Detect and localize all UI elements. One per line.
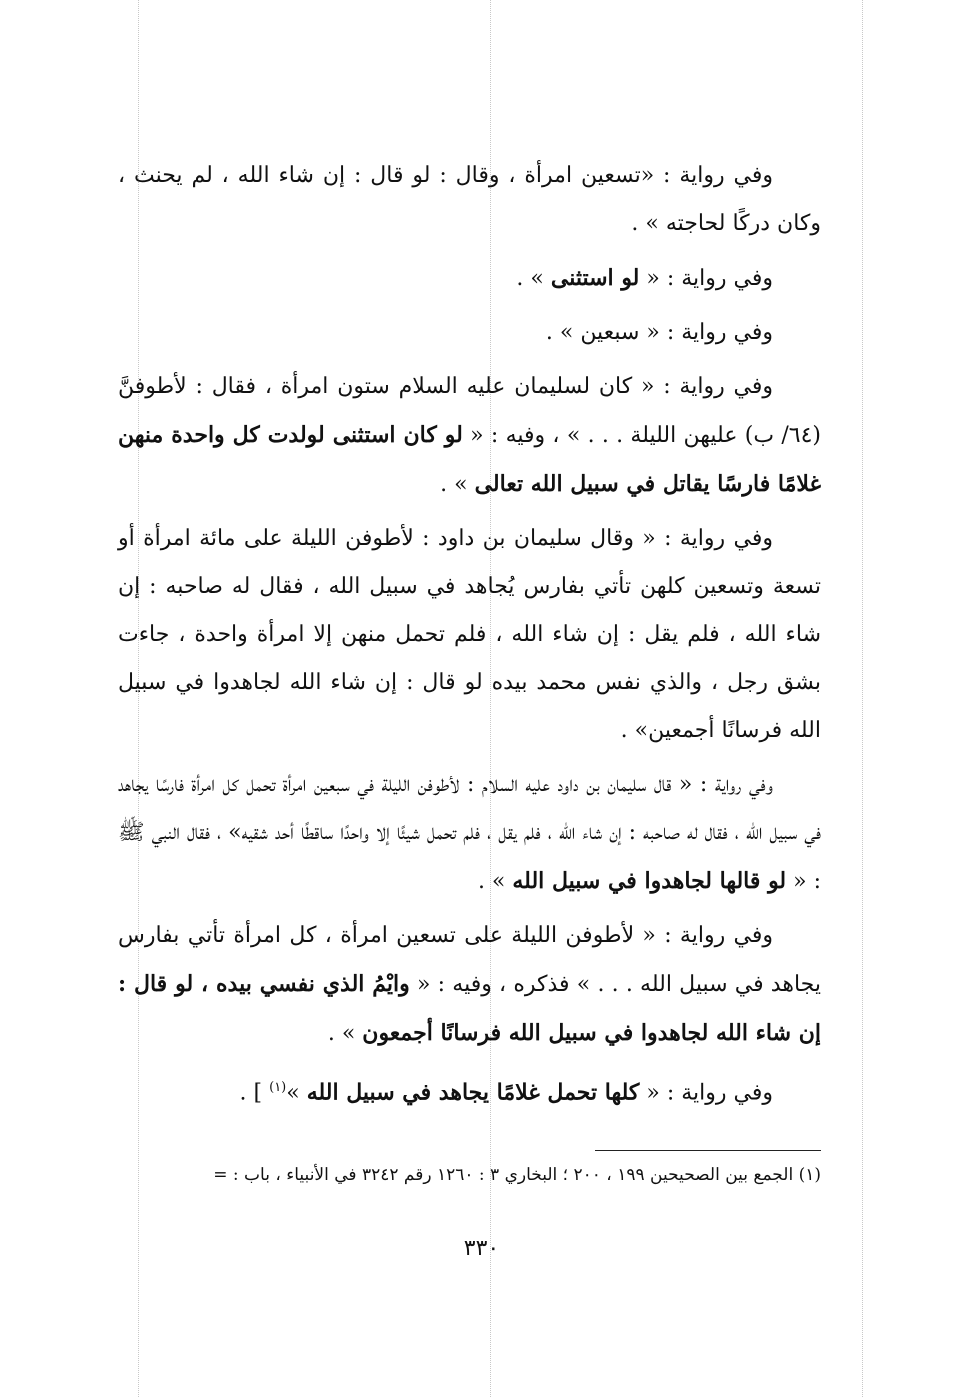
paragraph — [118, 152, 821, 248]
text-segment: وفي رواية : « وقال سليمان بن داود : لأطوفن الليلة على مائة امرأة أو تسعة وتسعين كلهن تأتي بفارس يُجاهد في سبيل الله ، فقال له صاحبه : إن شاء الله ، فلم يقل : إن شاء الله ، فلم تحمل منهن إلا امرأة واحدة ، جاءت بشق رجل ، والذي نفس محمد بيده لو قال : إن شاء الله لجاهدوا في سبيل الله فرسانًا أجمعين» . — [118, 526, 821, 743]
bold-text-segment: لو استثنى — [550, 265, 640, 291]
footnote-divider — [595, 1150, 821, 1151]
paragraph — [118, 912, 821, 1058]
paragraph — [118, 363, 821, 509]
text-segment: ] . — [239, 1080, 270, 1106]
text-segment: » — [286, 1080, 307, 1106]
paragraph — [118, 515, 821, 755]
text-segment: وفي رواية : « — [639, 266, 773, 291]
text-segment: وفي رواية : «تسعين امرأة ، وقال : لو قال : إن شاء الله ، لم يحنث ، وكان دركًا لحاجته » . — [118, 163, 821, 236]
bold-text-segment: لو كان استثنى لولدت كل واحدة منهن غلامًا فارسًا يقاتل في سبيل الله تعالى — [118, 422, 821, 497]
paragraph — [118, 1064, 821, 1117]
footnote-marker: (١) — [269, 1080, 287, 1095]
text-segment: وفي رواية : « كان لسليمان عليه السلام ستون امرأة ، فقال : لأطوفنَّ (٦٤/ ب) عليهن الليلة . . . » ، وفيه : « — [118, 374, 821, 448]
paragraph — [118, 254, 821, 303]
text-segment: » . — [516, 266, 551, 291]
text-segment: وفي رواية : « لأطوفن الليلة على تسعين امرأة ، كل امرأة تأتي بفارس يجاهد في سبيل الله . . . » فذكره ، وفيه : « — [118, 923, 821, 997]
bold-text-segment: لو قالها لجاهدوا في سبيل الله — [512, 868, 787, 894]
text-segment: وفي رواية : « سبعين » . — [545, 320, 773, 345]
footnote: (١) الجمع بين الصحيحين ١٩٩ ، ٢٠٠ ؛ البخاري ٣ : ١٢٦٠ رقم ٣٢٤٢ في الأنبياء ، باب : = — [213, 1165, 821, 1185]
paragraph — [118, 761, 821, 906]
main-text — [118, 152, 821, 1123]
bold-text-segment: كلها تحمل غلامًا يجاهد في سبيل الله — [306, 1079, 640, 1106]
text-segment: » . — [477, 869, 513, 894]
text-segment: وفي رواية : « — [639, 1080, 773, 1106]
paragraph — [118, 309, 821, 357]
text-segment: وفي رواية : « قال سليمان بن داود عليه السلام : لأطوفن الليلة في سبعين امرأة تحمل كل امرأة فارسًا يجاهد في سبيل الله ، فقال له صاحبه : إن شاء الله ، فلم يقل ، فلم تحمل شيئًا إلا واحدًا ساقطًا أحد شقيه» ، فقال النبي ﷺ : « — [118, 772, 821, 894]
page-number: ٣٣٠ — [463, 1236, 500, 1261]
bold-text-segment: وايْمُ الذي نفسي بيده ، لو قال : إن شاء الله لجاهدوا في سبيل الله فرسانًا أجمعون — [118, 971, 821, 1046]
text-segment: » . — [440, 472, 475, 497]
text-segment: » . — [327, 1021, 363, 1046]
scan-guide-line — [862, 0, 863, 1397]
